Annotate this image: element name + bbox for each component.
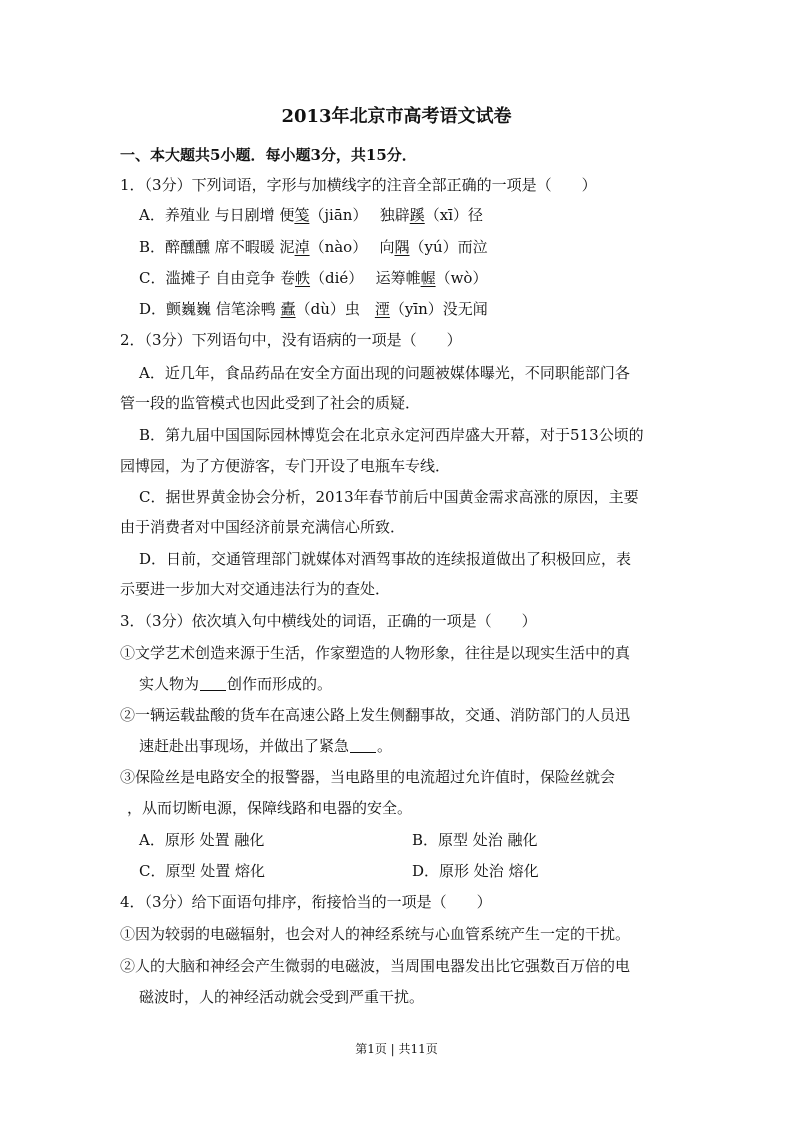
page-title: 2013年北京市高考语文试卷 xyxy=(281,106,512,127)
underlined-char: 蠹 xyxy=(280,300,296,318)
question-2-option-d-line2: 示要进一步加大对交通违法行为的查处． xyxy=(120,580,391,598)
question-1-option-b xyxy=(139,236,488,258)
question-3-sentence-1-line1: ①文学艺术创造来源于生活，作家塑造的人物形象，往往是以现实生活中的真 xyxy=(120,644,631,662)
question-4-stem: 4．（3分）给下面语句排序，衔接恰当的一项是（ ） xyxy=(120,893,492,911)
question-1-option-c xyxy=(139,267,487,289)
underlined-char: 隅 xyxy=(394,238,410,256)
question-3-sentence-2-line2 xyxy=(139,735,392,757)
question-2-option-a-line2: 管一段的监管模式也因此受到了社会的质疑． xyxy=(120,394,421,412)
question-2-option-b-line2: 园博园，为了方便游客，专门开设了电瓶车专线． xyxy=(120,457,451,475)
sentence-text: 实人物为 xyxy=(139,675,200,693)
question-3-sentence-3-line2: ，从而切断电源，保障线路和电器的安全。 xyxy=(127,799,413,817)
question-4-sentence-1: ①因为较弱的电磁辐射，也会对人的神经系统与心血管系统产生一定的干扰。 xyxy=(120,925,631,943)
question-3-sentence-2-line1: ②一辆运载盐酸的货车在高速公路上发生侧翻事故，交通、消防部门的人员迅 xyxy=(120,706,631,724)
option-text: （jiān） 独辟 xyxy=(309,206,410,224)
question-2-option-b-line1: B．第九届中国国际园林博览会在北京永定河西岸盛大开幕，对于513公顷的 xyxy=(139,426,644,444)
question-4-sentence-2-line2: 磁波时，人的神经活动就会受到严重干扰。 xyxy=(139,988,425,1006)
option-text: B．醉醺醺 席不暇暖 泥 xyxy=(139,238,295,256)
sentence-text: 创作而形成的。 xyxy=(227,675,333,693)
question-2-stem: 2．（3分）下列语句中，没有语病的一项是（ ） xyxy=(120,331,462,349)
question-2-option-d-line1: D．日前，交通管理部门就媒体对酒驾事故的连续报道做出了积极回应，表 xyxy=(139,550,632,568)
question-2-option-c-line1: C．据世界黄金协会分析，2013年春节前后中国黄金需求高涨的原因，主要 xyxy=(139,488,639,506)
option-text: （nào） 向 xyxy=(309,238,395,256)
section-heading: 一、本大题共5小题．每小题3分，共15分． xyxy=(120,146,417,164)
option-text: （dié） 运筹帷 xyxy=(310,269,421,287)
question-1-option-a xyxy=(139,204,483,226)
question-2-option-a-line1: A．近几年，食品药品在安全方面出现的问题被媒体曝光，不同职能部门各 xyxy=(139,364,630,382)
underlined-char: 蹊 xyxy=(409,206,425,224)
question-3-option-a: A．原形 处置 融化 xyxy=(139,831,265,849)
fill-blank xyxy=(350,738,376,753)
question-1-option-d xyxy=(139,298,488,320)
page-footer: 第1页 | 共11页 xyxy=(355,1042,438,1056)
sentence-text: 。 xyxy=(377,737,393,755)
option-text: （xī）径 xyxy=(424,206,483,224)
question-1-stem: 1．（3分）下列词语，字形与加横线字的注音全部正确的一项是（ ） xyxy=(120,176,597,194)
underlined-char: 笺 xyxy=(294,206,310,224)
option-text: （yú）而泣 xyxy=(409,238,488,256)
option-text: D．颤巍巍 信笔涂鸭 xyxy=(139,300,281,318)
option-text: C．滥摊子 自由竞争 卷 xyxy=(139,269,296,287)
question-3-option-d: D．原形 处治 熔化 xyxy=(412,862,539,880)
sentence-text: 速赶赴出事现场，并做出了紧急 xyxy=(139,737,350,755)
underlined-char: 淖 xyxy=(294,238,310,256)
option-text: A．养殖业 与日剧增 便 xyxy=(139,206,295,224)
question-3-stem: 3．（3分）依次填入句中横线处的词语，正确的一项是（ ） xyxy=(120,612,537,630)
question-2-option-c-line2: 由于消费者对中国经济前景充满信心所致． xyxy=(120,518,406,536)
question-3-sentence-1-line2 xyxy=(139,673,332,695)
underlined-char: 幄 xyxy=(420,269,436,287)
option-text: （dù）虫 xyxy=(295,300,375,318)
question-3-option-b: B．原型 处治 融化 xyxy=(412,831,538,849)
option-text: （yīn）没无闻 xyxy=(389,300,488,318)
question-3-sentence-3-line1: ③保险丝是电路安全的报警器，当电路里的电流超过允许值时，保险丝就会 xyxy=(120,768,616,786)
question-3-option-c: C．原型 处置 熔化 xyxy=(139,862,266,880)
question-4-sentence-2-line1: ②人的大脑和神经会产生微弱的电磁波，当周围电器发出比它强数百万倍的电 xyxy=(120,957,631,975)
fill-blank xyxy=(200,676,226,691)
option-text: （wò） xyxy=(435,269,488,287)
underlined-char: 湮 xyxy=(374,300,390,318)
underlined-char: 帙 xyxy=(295,269,311,287)
